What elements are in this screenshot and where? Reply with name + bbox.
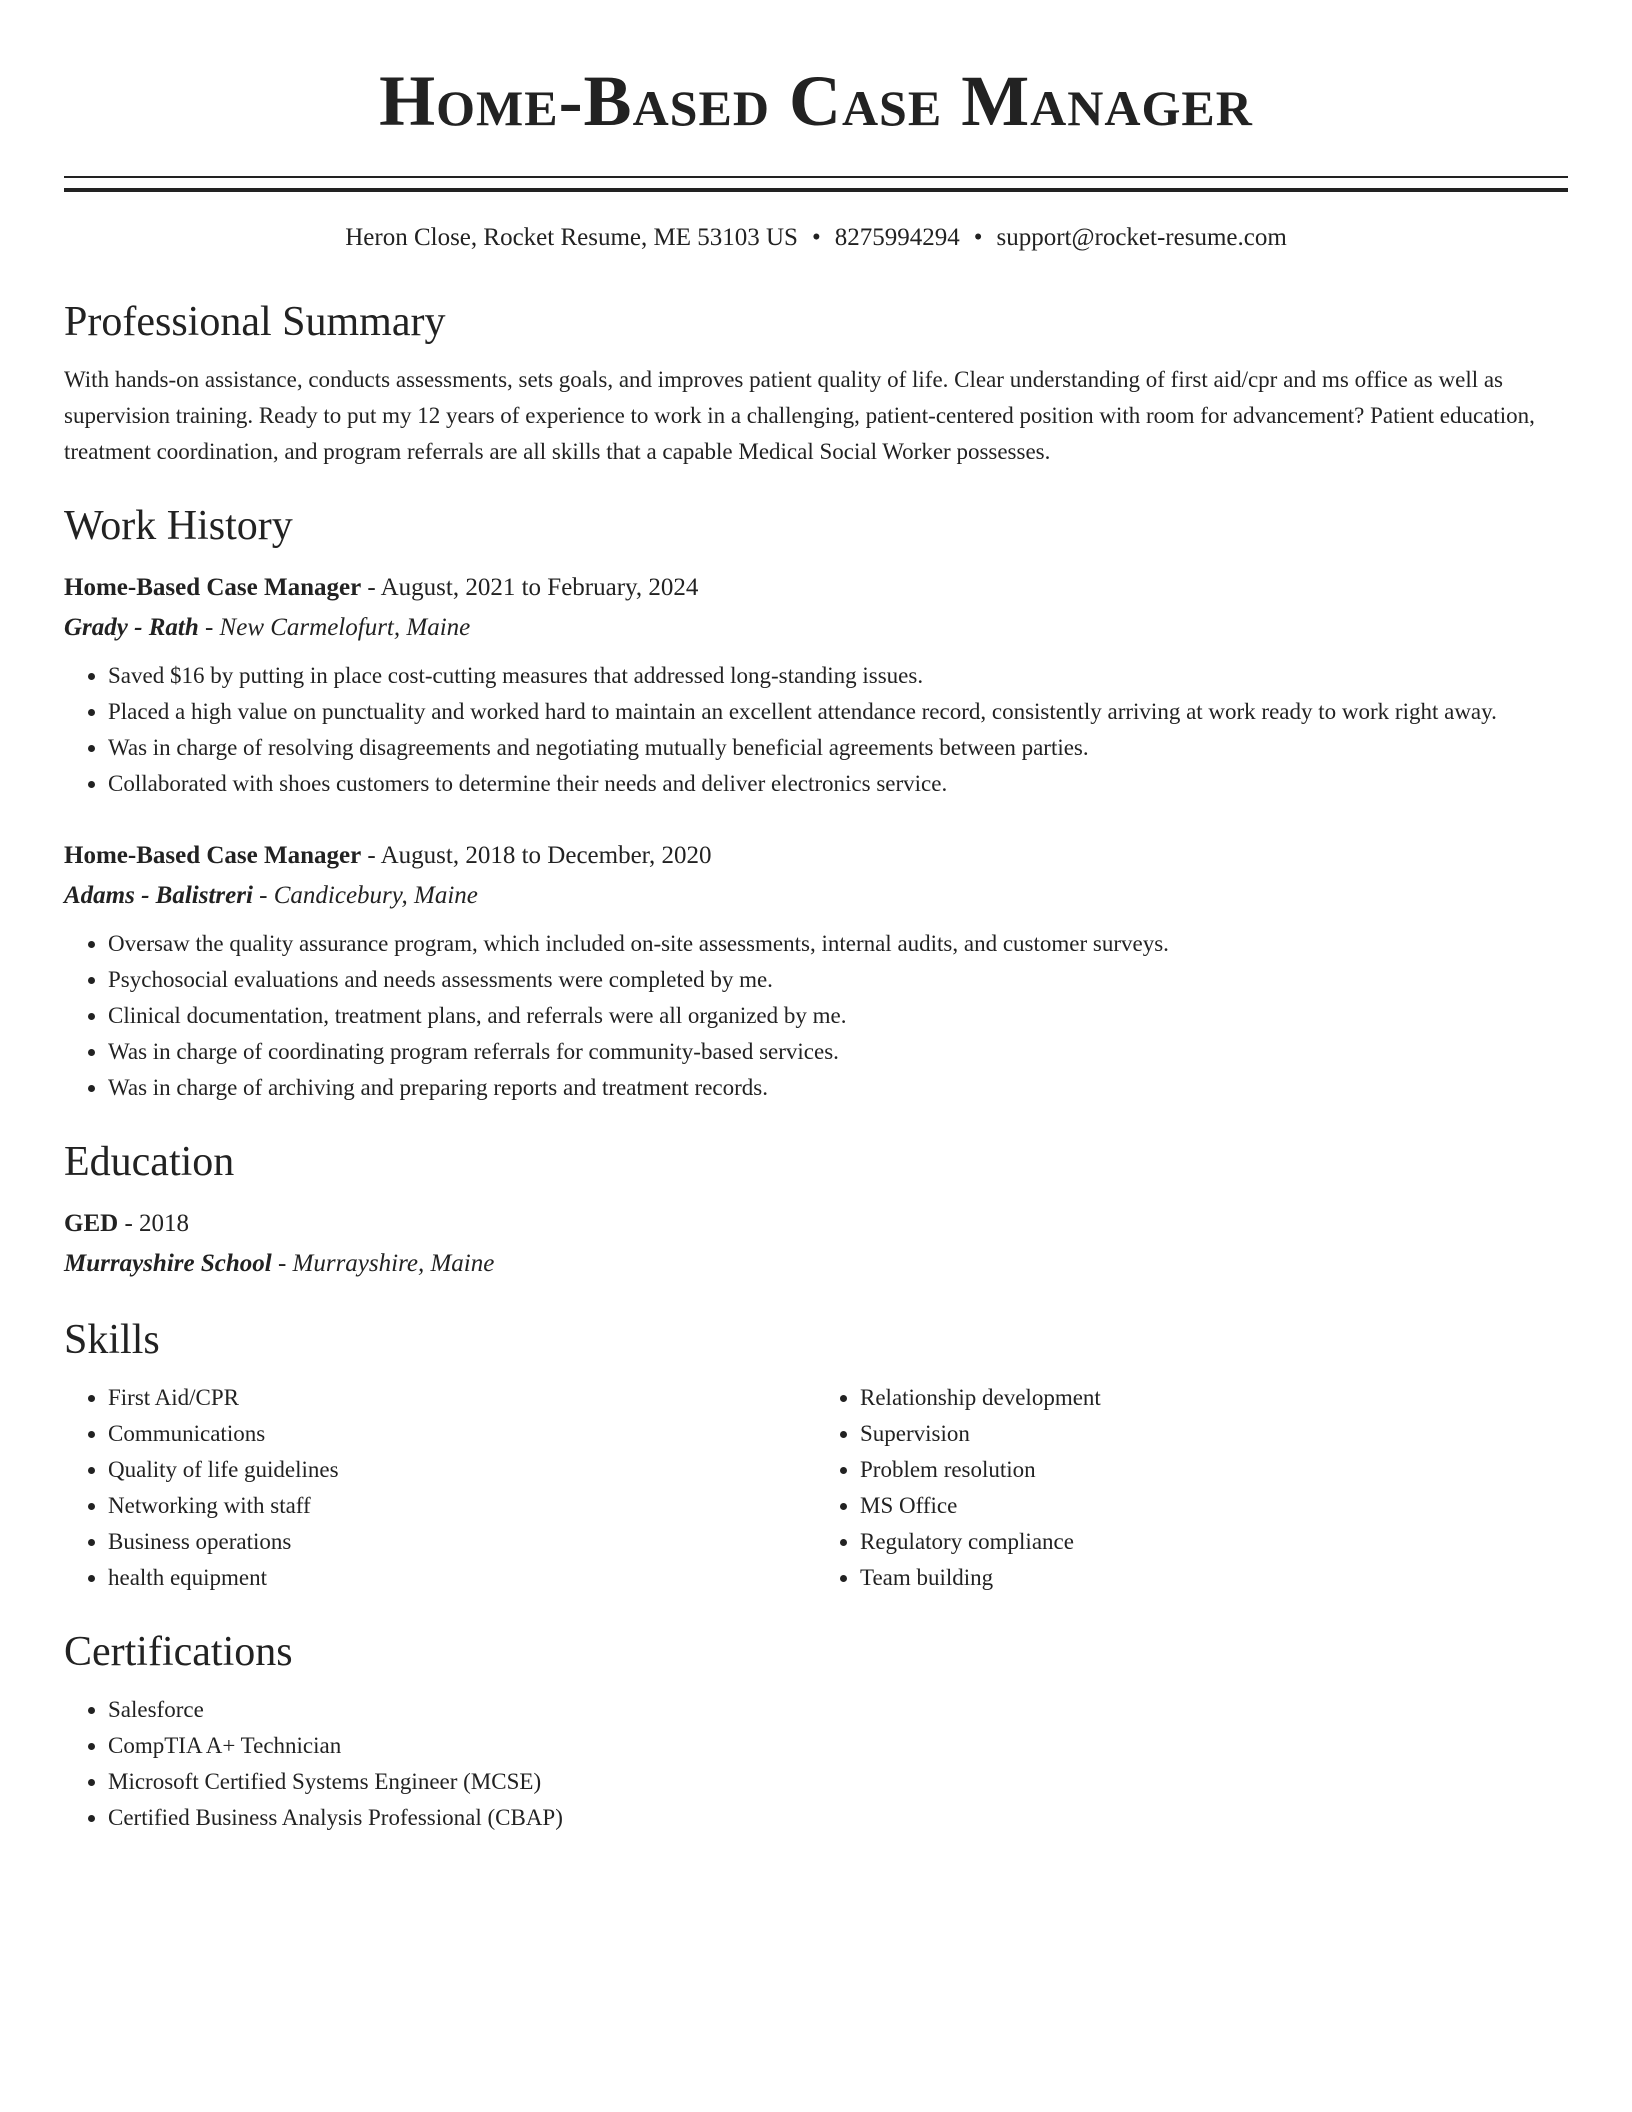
certification-item: • Salesforce <box>108 1692 1568 1728</box>
certifications-heading: Certifications <box>64 1629 293 1675</box>
job-title: Home-Based Case Manager <box>64 574 362 601</box>
company-location: - Candicebury, Maine <box>252 882 478 909</box>
company-line <box>64 876 1568 916</box>
job-title-line <box>64 836 1568 876</box>
certifications-list <box>64 1692 1568 1836</box>
skill-item: • Team building <box>860 1560 1568 1596</box>
job-bullets <box>64 926 1568 1106</box>
summary-heading: Professional Summary <box>64 299 446 345</box>
skill-item: • First Aid/CPR <box>108 1380 816 1416</box>
skill-item: • Communications <box>108 1416 816 1452</box>
skill-item: • Problem resolution <box>860 1452 1568 1488</box>
education-year: - 2018 <box>118 1210 190 1237</box>
company-location: - New Carmelofurt, Maine <box>198 614 471 641</box>
job-title-line <box>64 568 1568 608</box>
contact-separator: • <box>811 224 821 251</box>
job-bullet: • Was in charge of archiving and preparing reports and treatment records. <box>108 1070 1568 1106</box>
degree-line <box>64 1204 1568 1244</box>
job-bullet: • Was in charge of resolving disagreements and negotiating mutually beneficial agreements between parties. <box>108 730 1568 766</box>
job-bullet: • Collaborated with shoes customers to determine their needs and deliver electronics service. <box>108 766 1568 802</box>
skill-item: • Supervision <box>860 1416 1568 1452</box>
certification-item: • Microsoft Certified Systems Engineer (MCSE) <box>108 1764 1568 1800</box>
contact-phone: 8275994294 <box>834 224 960 251</box>
contact-line <box>64 220 1568 256</box>
title-divider <box>64 176 1568 192</box>
skills-columns <box>64 1380 1568 1596</box>
contact-address: Heron Close, Rocket Resume, ME 53103 US <box>345 224 798 251</box>
education-heading: Education <box>64 1139 235 1185</box>
job-bullet: • Saved $16 by putting in place cost-cutting measures that addressed long-standing issues. <box>108 658 1568 694</box>
job-bullet: • Clinical documentation, treatment plans, and referrals were all organized by me. <box>108 998 1568 1034</box>
job-entry <box>64 836 1568 1106</box>
skill-item: • Relationship development <box>860 1380 1568 1416</box>
skill-item: • Quality of life guidelines <box>108 1452 816 1488</box>
skill-item: • health equipment <box>108 1560 816 1596</box>
certification-item: • Certified Business Analysis Professional (CBAP) <box>108 1800 1568 1836</box>
job-bullet: • Psychosocial evaluations and needs assessments were completed by me. <box>108 962 1568 998</box>
skill-item: • Regulatory compliance <box>860 1524 1568 1560</box>
school-line <box>64 1244 1568 1284</box>
job-dates: - August, 2018 to December, 2020 <box>361 842 712 869</box>
contact-separator: • <box>973 224 983 251</box>
company-name: Adams - Balistreri <box>64 882 253 909</box>
company-name: Grady - Rath <box>64 614 199 641</box>
skills-list-left <box>64 1380 816 1596</box>
job-bullet: • Placed a high value on punctuality and worked hard to maintain an excellent attendance record, consistently arriving at work ready to work right away. <box>108 694 1568 730</box>
school-name: Murrayshire School <box>64 1250 272 1277</box>
education-entry <box>64 1204 1568 1284</box>
skill-item: • Business operations <box>108 1524 816 1560</box>
contact-email: support@rocket-resume.com <box>996 224 1287 251</box>
degree: GED <box>64 1210 119 1237</box>
skills-list-right <box>816 1380 1568 1596</box>
company-line <box>64 608 1568 648</box>
job-bullet: • Oversaw the quality assurance program, which included on-site assessments, internal audits, and customer surveys. <box>108 926 1568 962</box>
skills-heading: Skills <box>64 1317 160 1363</box>
skill-item: • Networking with staff <box>108 1488 816 1524</box>
page-title: Home-Based Case Manager <box>379 61 1253 141</box>
job-title: Home-Based Case Manager <box>64 842 362 869</box>
job-bullets <box>64 658 1568 802</box>
certifications-section <box>64 1692 1568 1836</box>
summary-text: With hands-on assistance, conducts assessments, sets goals, and improves patient quality of life. Clear understanding of first aid/cpr and ms office as well as supervision training. Ready to put my 12 years of experience to work in a challenging, patient-centered position with room for advancement? Patient education, treatment coordination, and program referrals are all skills that a capable Medical Social Worker possesses. <box>64 367 1535 464</box>
job-entry <box>64 568 1568 802</box>
job-dates: - August, 2021 to February, 2024 <box>361 574 699 601</box>
school-location: - Murrayshire, Maine <box>271 1250 495 1277</box>
skill-item: • MS Office <box>860 1488 1568 1524</box>
job-bullet: • Was in charge of coordinating program referrals for community-based services. <box>108 1034 1568 1070</box>
work-history-heading: Work History <box>64 503 293 549</box>
certification-item: • CompTIA A+ Technician <box>108 1728 1568 1764</box>
